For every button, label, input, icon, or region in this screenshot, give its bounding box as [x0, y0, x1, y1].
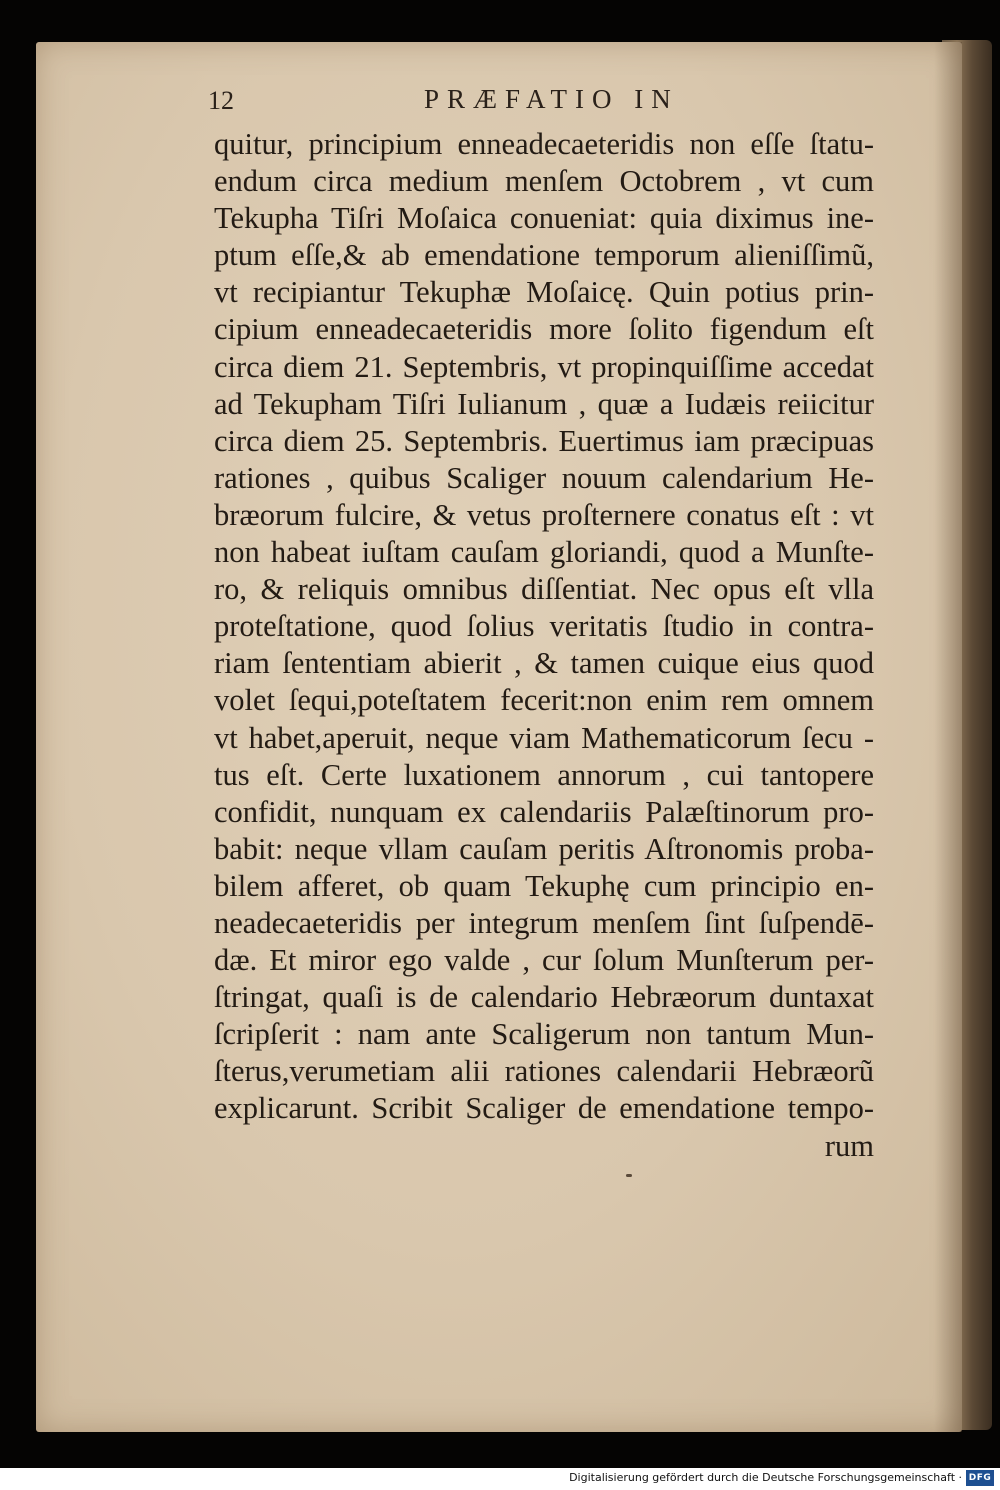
page-number: 12 — [208, 86, 234, 115]
catchword: rum — [824, 1128, 874, 1163]
text-line: confidit, nunquam ex calendariis Palæſtinorum pro- — [214, 794, 874, 829]
text-line: ſcripſerit : nam ante Scaligerum non tantum Mun- — [214, 1017, 874, 1052]
running-head: PRÆFATIO IN — [424, 84, 679, 114]
text-line: babit: neque vllam cauſam peritis Aſtronomis proba- — [214, 831, 874, 866]
text-line: quitur, principium enneadecaeteridis non eſſe ſtatu- — [214, 127, 874, 161]
ink-speck — [626, 1174, 632, 1177]
text-line: vt habet,aperuit, neque viam Mathematicorum ſecu - — [214, 720, 874, 755]
text-line: riam ſententiam abierit , & tamen cuique eius quod — [214, 646, 874, 681]
page-gutter-shadow — [934, 42, 962, 1432]
funding-notice: Digitalisierung gefördert durch die Deutsche Forschungsgemeinschaft · — [569, 1471, 962, 1484]
text-line: tus eſt. Certe luxationem annorum , cui tantopere — [214, 757, 874, 792]
text-line: volet ſequi,poteſtatem fecerit:non enim rem omnem — [214, 683, 874, 718]
text-line: ptum eſſe,& ab emendatione temporum alieniſſimũ, — [214, 238, 874, 273]
text-line: circa diem 21. Septembris, vt propinquiſſime accedat — [214, 349, 874, 384]
text-line: proteſtatione, quod ſolius veritatis ſtudio in contra- — [214, 609, 874, 644]
text-line: non habeat iuſtam cauſam gloriandi, quod a Munſte- — [214, 535, 874, 570]
text-line: endum circa medium menſem Octobrem , vt cum — [214, 164, 874, 199]
text-line: vt recipiantur Tekuphæ Moſaicę. Quin potius prin- — [214, 275, 874, 310]
text-line: ſtringat, quaſi is de calendario Hebræorum duntaxat — [214, 980, 874, 1015]
text-line: Tekupha Tiſri Moſaica conueniat: quia diximus ine- — [214, 201, 874, 236]
footer-bar — [0, 1468, 1000, 1490]
text-line: bræorum fulcire, & vetus proſternere conatus eſt : vt — [214, 497, 874, 532]
body-text — [214, 126, 874, 1165]
text-line: neadecaeteridis per integrum menſem ſint ſuſpendē- — [214, 905, 874, 940]
dfg-logo-icon: DFG — [966, 1470, 994, 1486]
text-line: rationes , quibus Scaliger nouum calendarium He- — [214, 460, 874, 495]
text-line: explicarunt. Scribit Scaliger de emendatione tempo- — [214, 1091, 874, 1126]
text-line: circa diem 25. Septembris. Euertimus iam præcipuas — [214, 423, 874, 458]
text-line: ad Tekupham Tiſri Iulianum , quæ a Iudæis reiicitur — [214, 386, 874, 421]
text-line: ſterus,verumetiam alii rationes calendarii Hebræorũ — [214, 1054, 874, 1089]
text-line: bilem afferet, ob quam Tekuphę cum principio en- — [214, 868, 874, 903]
text-line: dæ. Et miror ego valde , cur ſolum Munſterum per- — [214, 943, 874, 978]
text-line: cipium enneadecaeteridis more ſolito figendum eſt — [214, 312, 874, 347]
text-line: ro, & reliquis omnibus diſſentiat. Nec opus eſt vlla — [214, 572, 874, 607]
